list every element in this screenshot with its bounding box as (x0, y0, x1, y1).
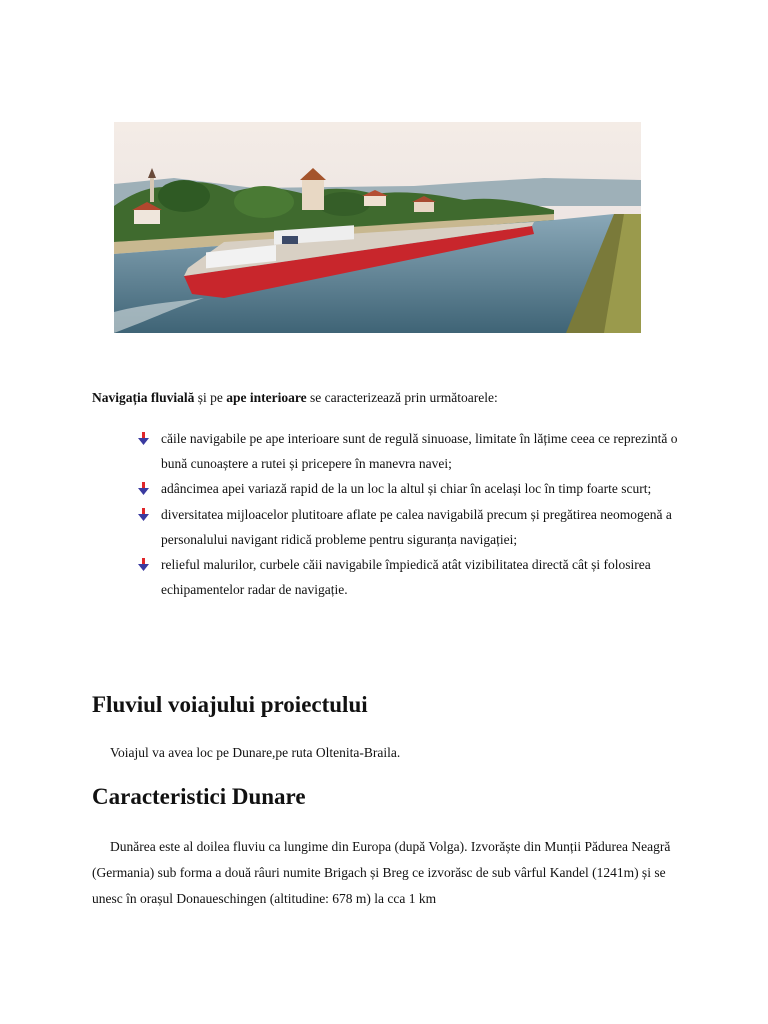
danube-heading: Caracteristici Dunare (92, 784, 306, 809)
danube-paragraph: Dunărea este al doilea fluviu ca lungime din Europa (după Volga). Izvorăște din Munții Pădurea Neagră (Germania) sub forma a două râuri numite Brigach și Breg ce izvorăsc de sub vârful Kandel (1241m) și se unesc în orașul Donaueschingen (altitudine: 678 m) la cca 1 km (92, 839, 671, 906)
route-heading: Fluviul voiajului proiectului (92, 692, 368, 717)
list-item (138, 552, 678, 602)
list-item-text: adâncimea apei variază rapid de la un loc la altul și chiar în același loc în timp foarte scurt; (161, 481, 652, 497)
list-item (138, 426, 678, 476)
barge-photo (114, 122, 641, 333)
intro-bold-navigation: Navigația fluvială (92, 390, 195, 405)
list-item (138, 502, 678, 552)
list-item-text: relieful malurilor, curbele căii navigabile împiedică atât vizibilitatea directă cât și folosirea echipamentelor radar de navigație. (161, 557, 651, 598)
arrow-bullet-icon (138, 432, 149, 445)
list-item-text: diversitatea mijloacelor plutitoare aflate pe calea navigabilă precum și pregătirea neomogenă a personalului navigant ridică probleme pentru siguranța navigației; (161, 506, 672, 547)
arrow-bullet-icon (138, 482, 149, 495)
list-item-text: căile navigabile pe ape interioare sunt de regulă sinuoase, limitate în lățime ceea ce reprezintă o bună cunoaștere a rutei și pricepere în manevra navei; (161, 431, 678, 472)
intro-bold-inland-waters: ape interioare (226, 390, 307, 405)
route-paragraph: Voiajul va avea loc pe Dunare,pe ruta Oltenita-Braila. (110, 745, 401, 760)
arrow-bullet-icon (138, 508, 149, 521)
characteristics-list (138, 426, 678, 602)
intro-sentence (92, 390, 498, 406)
intro-text-1: și pe (194, 390, 227, 405)
list-item (138, 476, 678, 501)
intro-text-2: se caracterizează prin următoarele: (306, 390, 498, 405)
arrow-bullet-icon (138, 558, 149, 571)
